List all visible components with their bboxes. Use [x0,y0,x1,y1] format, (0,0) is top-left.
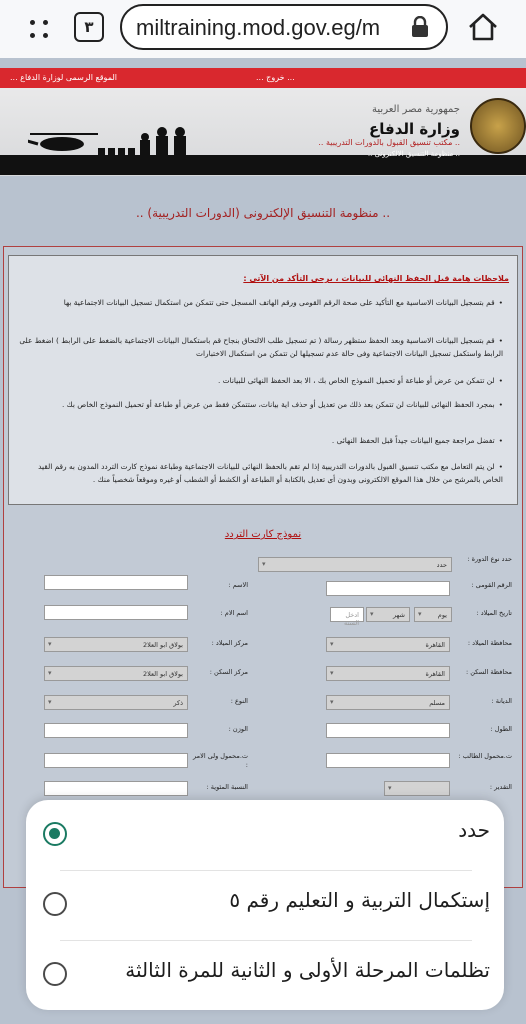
note-item: • قم بتسجيل البيانات الاساسية مع التأكيد على صحة الرقم القومى ورقم الهاتف المسجل حتى تتمكن من استكمال تسجيل البيانات الاجتماعية بها [17,296,503,309]
residence-gov-label: محافظة السكن : [465,668,512,676]
birth-date-label: تاريخ الميلاد : [476,609,512,617]
student-mobile-input[interactable] [326,753,450,768]
gender-select[interactable]: ذكر ▾ [44,695,188,710]
picker-option[interactable] [26,870,504,940]
tab-count-button[interactable]: ٣ [74,12,104,42]
note-item: • بمجرد الحفظ النهائى للبيانات لن تتمكن بعد ذلك من تعديل أو حذف اية بيانات، ستتمكن فقط من عرض أو طباعة أو تحميل النموذج الخاص بك . [17,398,503,411]
soldiers-helicopter-silhouette [28,122,198,162]
address-bar[interactable] [120,4,448,50]
birth-day-select[interactable]: يوم ▾ [414,607,452,622]
course-type-picker [26,800,504,1010]
height-label: الطول : [490,725,512,733]
url-text: miltraining.mod.gov.eg/m [136,15,381,40]
course-type-select[interactable]: حدد ▾ [258,557,452,572]
official-site-link[interactable]: ... الموقع الرسمى لوزارة الدفاع [10,73,117,82]
weight-input[interactable] [44,723,188,738]
note-item: • تفضل مراجعة جميع البيانات جيداً قبل الحفظ النهائى . [17,434,503,447]
picker-option-label: حدد [458,818,490,842]
birth-center-select[interactable]: بولاق ابو العلا2 ▾ [44,637,188,652]
mother-name-label: اسم الام : [220,609,248,617]
header-subtitle-2: .. منظومة التنسيق الالكترونى .. [367,150,460,158]
guardian-mobile-input[interactable] [44,753,188,768]
picker-option-label: تظلمات المرحلة الأولى و الثانية للمرة الثالثة [125,958,490,982]
residence-center-select[interactable]: بولاق ابو العلا2 ▾ [44,666,188,681]
height-input[interactable] [326,723,450,738]
gender-label: النوع : [230,697,248,705]
ministry-emblem-icon [470,98,526,154]
percent-input[interactable] [44,781,188,796]
note-item: • قم بتسجيل البيانات الاساسية وبعد الحفظ ستظهر رسالة ( تم تسجيل طلب الالتحاق بنجاح قم باستكمال البيانات الاجتماعية بالضغط على الرابط ) اضغط على الرابط واستكمل تسجيل البيانات الاجتماعية وفى حالة عدم تسجيلها لن تتمكن من استكمال الاختبارات [17,334,503,360]
radio-selected-icon[interactable] [43,822,67,846]
header-country: جمهورية مصر العربية [372,104,460,115]
student-mobile-label: ت.محمول الطالب : [458,752,512,760]
form-title: نموذج كارت التردد [224,529,302,540]
browser-toolbar [0,0,526,58]
national-id-label: الرقم القومى : [471,581,512,589]
form-panel [3,246,523,888]
birth-month-select[interactable]: شهر ▾ [366,607,410,622]
home-icon[interactable] [466,12,500,42]
national-id-input[interactable] [326,581,450,596]
radio-unselected-icon[interactable] [43,892,67,916]
note-item: • لن تتمكن من عرض أو طباعة أو تحميل النموذج الخاص بك ، الا بعد الحفظ النهائى للبيانات . [17,374,503,387]
percent-label: النسبة المئوية : [206,783,248,791]
top-red-bar [0,68,526,88]
logout-link[interactable]: ... خروج ... [256,73,295,82]
birth-center-label: مركز الميلاد : [211,639,248,647]
weight-label: الوزن : [228,725,248,733]
menu-dots-icon[interactable] [28,18,52,42]
note-item: • لن يتم التعامل مع مكتب تنسيق القبول بالدورات التدريبية إذا لم تقم بالحفظ النهائى للبيانات الاجتماعية وطباعة نموذج كارت التردد المدون به رقم القيد الخاص بالمرشح من خلال هذا الموقع الالكترونى وبدون أى تعديل بالكتابة أو الطباعة أو الكشط أو الشطب أو غيره وموقعاً شخصياً منك . [17,460,503,486]
page-heading: .. منظومة التنسيق الإلكترونى (الدورات التدريبية) .. [135,206,391,220]
grade-select[interactable] [384,781,450,796]
birth-year-input[interactable]: ادخل السنة [330,607,364,622]
picker-option[interactable] [26,940,504,1010]
residence-gov-select[interactable]: القاهرة ▾ [326,666,450,681]
religion-select[interactable]: مسلم ▾ [326,695,450,710]
radio-unselected-icon[interactable] [43,962,67,986]
religion-label: الديانة : [491,697,512,705]
mother-name-input[interactable] [44,605,188,620]
name-input[interactable] [44,575,188,590]
residence-center-label: مركز السكن : [209,668,248,676]
course-type-label: حدد نوع الدورة : [467,555,512,563]
grade-label: التقدير : [489,783,512,791]
picker-option-label: إستكمال التربية و التعليم رقم ٥ [229,888,490,912]
header-ministry: وزارة الدفاع [369,120,460,138]
name-label: الاسم : [228,581,248,589]
guardian-mobile-label: ت.محمول ولى الامر : [193,752,248,769]
birth-gov-label: محافظة الميلاد : [467,639,512,647]
lock-icon [410,16,430,38]
birth-gov-select[interactable]: القاهرة ▾ [326,637,450,652]
notes-box [8,255,518,505]
header-subtitle: .. مكتب تنسيق القبول بالدورات التدريبية .. [318,138,460,147]
notes-title: ملاحظات هامة قبل الحفظ النهائى للبيانات ، برجى التأكد من الآتى : [243,274,509,283]
picker-option[interactable] [26,800,504,870]
